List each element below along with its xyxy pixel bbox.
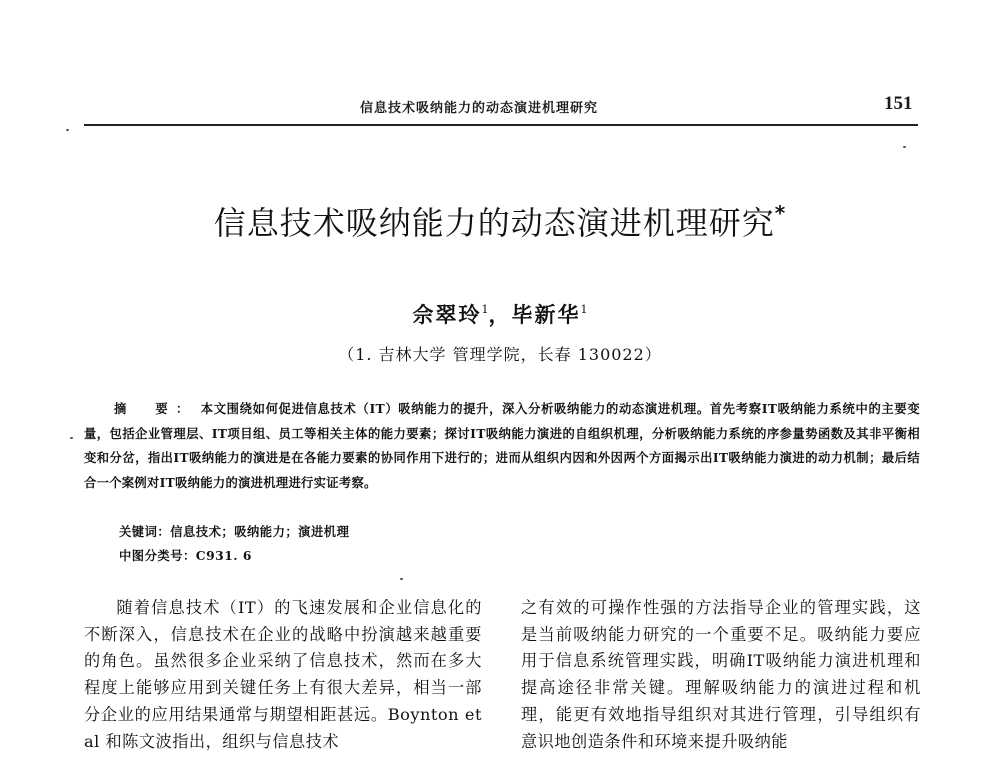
author-line (300, 299, 700, 329)
article-title (160, 198, 840, 244)
keywords-label: 关键词： (119, 524, 171, 539)
body-paragraph: 之有效的可操作性强的方法指导企业的管理实践，这是当前吸纳能力研究的一个重要不足。吸纳能力要应用于信息系统管理实践，明确IT吸纳能力演进机理和提高途径非常关键。理解吸纳能力的演进过程和机理，能更有效地指导组织对其进行管理，引导组织有意识地创造条件和环境来提升吸纳能 (521, 598, 921, 751)
author-separator: ， (488, 302, 512, 327)
keywords-text: 信息技术；吸纳能力；演进机理 (170, 524, 350, 539)
title-footnote-mark: * (774, 201, 787, 225)
abstract-label: 摘 要： (114, 401, 197, 416)
author-affiliation-mark: 1 (481, 303, 489, 316)
affiliation: （1. 吉林大学 管理学院，长春 130022） (338, 345, 662, 364)
abstract-text: 本文围绕如何促进信息技术（IT）吸纳能力的提升，深入分析吸纳能力的动态演进机理。首先考察IT吸纳能力系统中的主要变量，包括企业管理层、IT项目组、员工等相关主体的能力要素；探讨IT吸纳能力演进的自组织机理，分析吸纳能力系统的序参量势函数及其非平衡相变和分岔，指出IT吸纳能力的演进是在各能力要素的协同作用下进行的；进而从组织内因和外因两个方面揭示出IT吸纳能力演进的动力机制；最后结合一个案例对IT吸纳能力的演进机理进行实证考察。 (84, 401, 920, 490)
author-name: 佘翠玲 (412, 302, 482, 327)
body-column-left (84, 595, 482, 755)
body-paragraph: 随着信息技术（IT）的飞速发展和企业信息化的不断深入，信息技术在企业的战略中扮演越来越重要的角色。虽然很多企业采纳了信息技术，然而在多大程度上能够应用到关键任务上有很大差异，相当一部分企业的应用结果通常与期望相距甚远。Boynton et al 和陈文波指出，组织与信息技术 (84, 598, 482, 751)
author-name: 毕新华 (511, 302, 581, 327)
header-rule (84, 124, 918, 126)
scan-speck (903, 146, 906, 148)
article-title-text: 信息技术吸纳能力的动态演进机理研究 (213, 204, 775, 242)
abstract (84, 397, 920, 495)
clc-label: 中图分类号： (119, 548, 196, 563)
scan-speck (66, 129, 69, 131)
running-head: 信息技术吸纳能力的动态演进机理研究 (360, 101, 599, 116)
keywords (119, 522, 349, 540)
scan-speck (400, 578, 403, 580)
clc-number (119, 546, 252, 564)
scan-speck (70, 437, 73, 439)
author-affiliation-mark: 1 (580, 303, 588, 316)
body-column-right (521, 595, 921, 755)
page-number: 151 (884, 93, 913, 114)
clc-text: C931. 6 (195, 548, 252, 563)
